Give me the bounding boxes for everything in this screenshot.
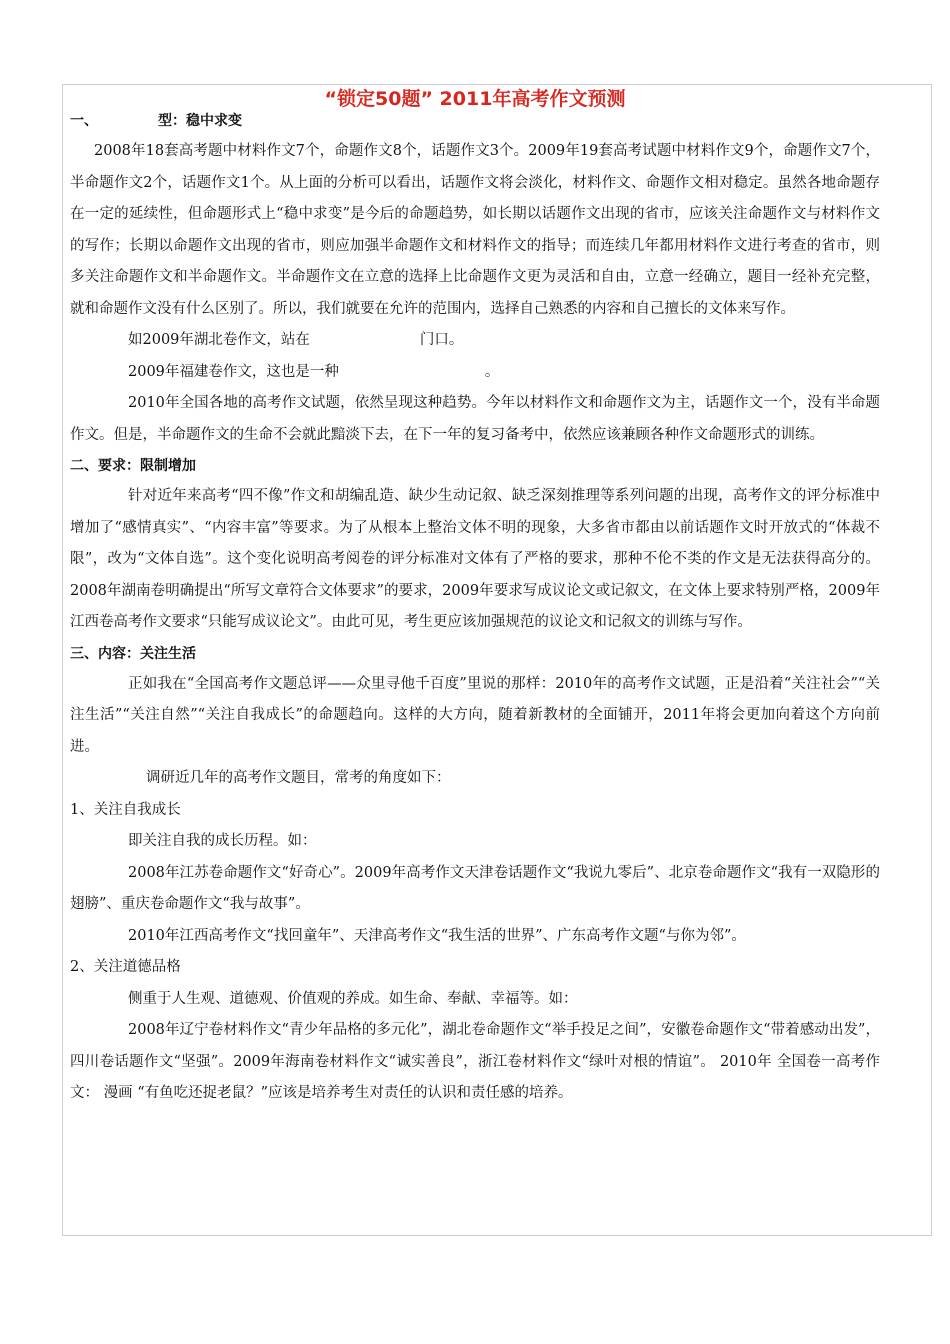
section-heading-3: 三、内容：关注生活 <box>70 645 196 662</box>
paragraph: 2010年江西高考作文“找回童年”、天津高考作文“我生活的世界”、广东高考作文题“与你为邻”。 <box>128 927 746 944</box>
list-item-title: 1、关注自我成长 <box>70 801 181 818</box>
example-line: 2009年福建卷作文，这也是一种 。 <box>128 363 500 380</box>
paragraph: 即关注自我的成长历程。如： <box>128 833 317 849</box>
paragraph: 2008年江苏卷命题作文“好奇心”。2009年高考作文天津卷话题作文“我说九零后”、北京卷命题作文“我有一双隐形的翅膀”、重庆卷命题作文“我与故事”。 <box>70 864 880 912</box>
paragraph: 2010年全国各地的高考作文试题，依然呈现这种趋势。今年以材料作文和命题作文为主，话题作文一个，没有半命题作文。但是，半命题作文的生命不会就此黯淡下去，在下一年的复习备考中，依然应该兼顾各种作文命题形式的训练。 <box>70 395 880 443</box>
document-title: “锁定50题” 2011年高考作文预测 <box>324 88 626 110</box>
example-line: 如2009年湖北卷作文，站在 门口。 <box>128 332 464 348</box>
document-body <box>70 106 880 1110</box>
paragraph: 正如我在“全国高考作文题总评——众里寻他千百度”里说的那样：2010年的高考作文试题，正是沿着“关注社会”“关注生活”“关注自然”“关注自我成长”的命题趋向。这样的大方向，随着新教材的全面铺开，2011年将会更加向着这个方向前进。 <box>70 675 880 755</box>
paragraph: 2008年辽宁卷材料作文“青少年品格的多元化”，湖北卷命题作文“举手投足之间”，安徽卷命题作文“带着感动出发”，四川卷话题作文“坚强”。2009年海南卷材料作文“诚实善良”，浙江卷材料作文“绿叶对根的情谊”。 2010年 全国卷一高考作文： 漫画 “有鱼吃还捉老鼠？”应该是培养考生对责任的认识和责任感的培养。 <box>70 1022 880 1101</box>
paragraph: 针对近年来高考“四不像”作文和胡编乱造、缺少生动记叙、缺乏深刻推理等系列问题的出现，高考作文的评分标准中增加了“感情真实”、“内容丰富”等要求。为了从根本上整治文体不明的现象，大多省市都由以前话题作文时开放式的“体裁不限”，改为“文体自选”。这个变化说明高考阅卷的评分标准对文体有了严格的要求，那种不伦不类的作文是无法获得高分的。2008年湖南卷明确提出“所写文章符合文体要求”的要求，2009年要求写成议论文或记叙文，在文体上要求特别严格，2009年江西卷高考作文要求“只能写成议论文”。由此可见，考生更应该加强规范的议论文和记叙文的训练与写作。 <box>70 488 880 630</box>
paragraph: 2008年18套高考题中材料作文7个，命题作文8个，话题作文3个。2009年19套高考试题中材料作文9个，命题作文7个，半命题作文2个，话题作文1个。从上面的分析可以看出，话题作文将会淡化，材料作文、命题作文相对稳定。虽然各地命题存在一定的延续性，但命题形式上“稳中求变”是今后的命题趋势，如长期以话题作文出现的省市，应该关注命题作文与材料作文的写作；长期以命题作文出现的省市，则应加强半命题作文和材料作文的指导；而连续几年都用材料作文进行考查的省市，则多关注命题作文和半命题作文。半命题作文在立意的选择上比命题作文更为灵活和自由，立意一经确立，题目一经补充完整，就和命题作文没有什么区别了。所以，我们就要在允许的范围内，选择自己熟悉的内容和自己擅长的文体来写作。 <box>70 143 880 317</box>
paragraph: 侧重于人生观、道德观、价值观的养成。如生命、奉献、幸福等。如： <box>128 990 578 1007</box>
section-heading-2: 二、要求：限制增加 <box>70 458 196 474</box>
list-item-title: 2、关注道德品格 <box>70 959 181 975</box>
section-number: 一、 <box>70 113 98 129</box>
paragraph: 调研近几年的高考作文题目，常考的角度如下： <box>146 770 451 786</box>
section-heading-1 <box>70 106 880 136</box>
section-heading-text: 型：稳中求变 <box>158 113 242 129</box>
